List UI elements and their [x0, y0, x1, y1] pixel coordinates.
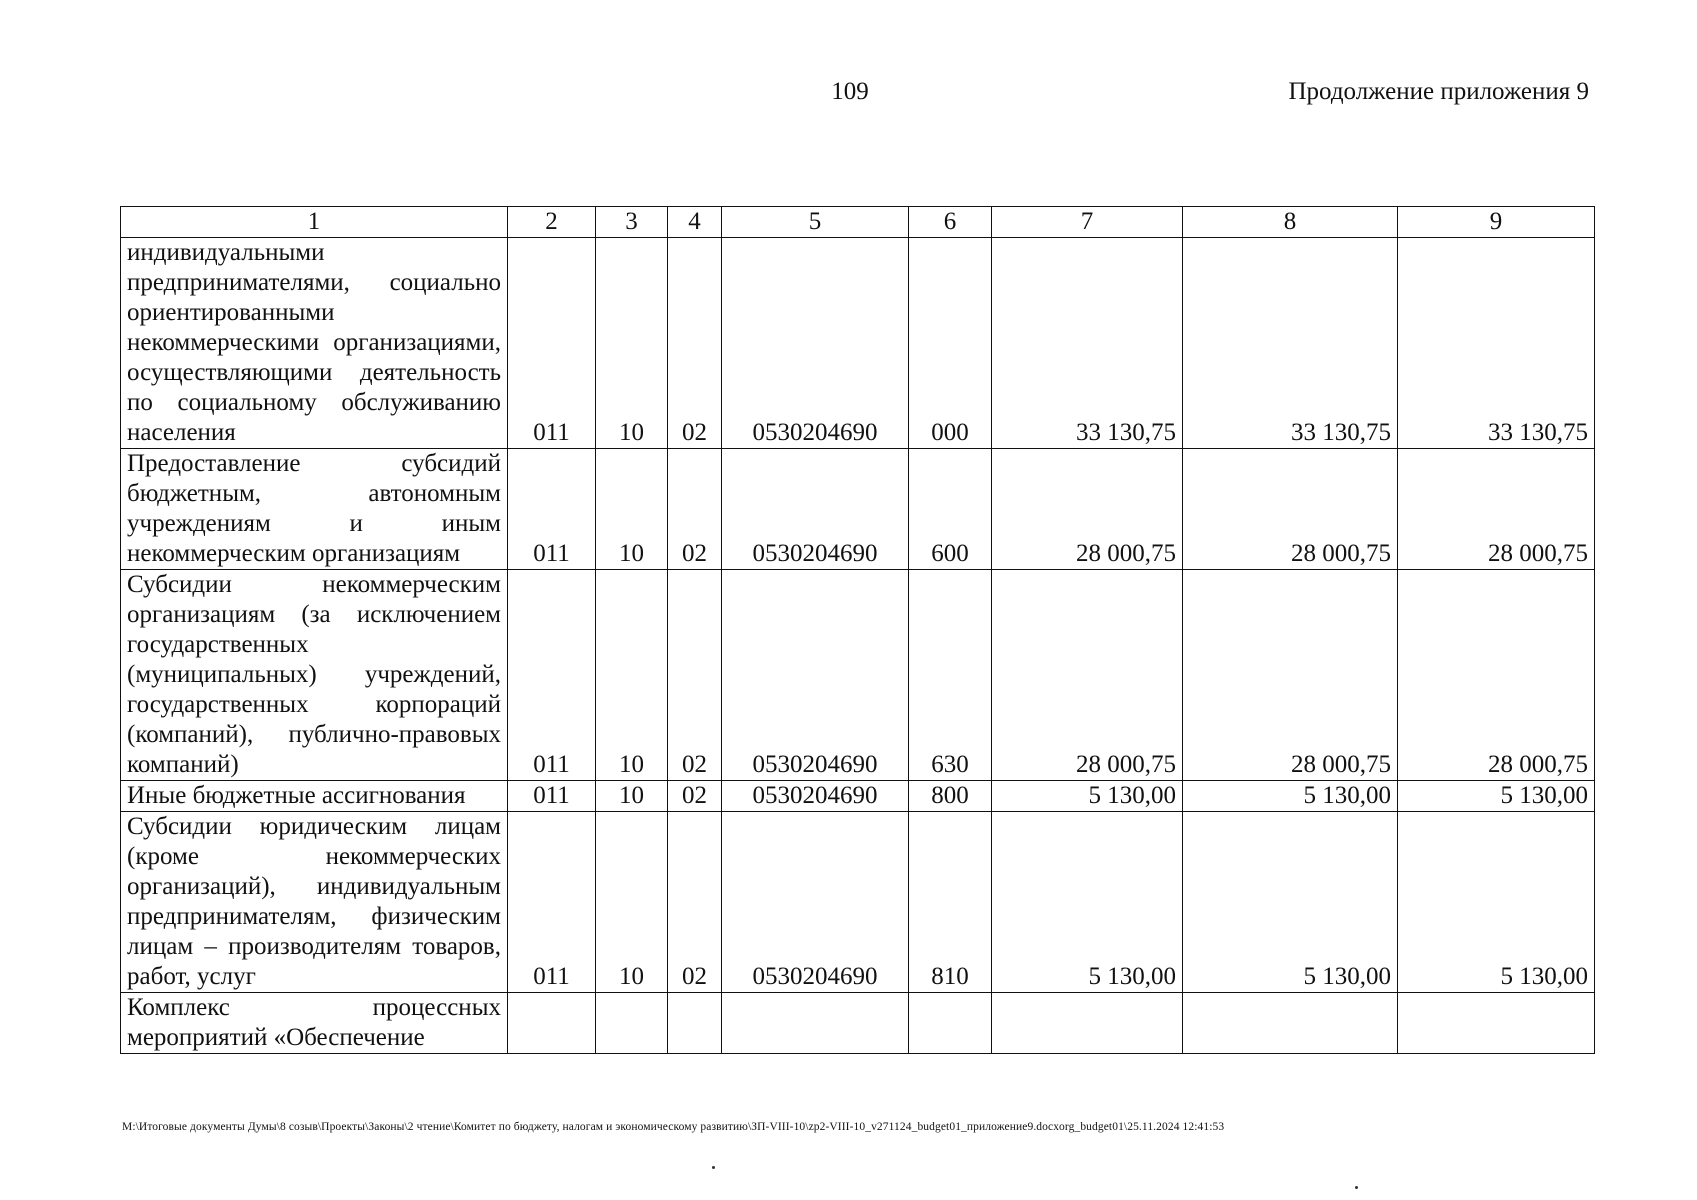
- cell-ministry-code: 011: [508, 238, 596, 449]
- cell-subsection: 02: [668, 449, 722, 570]
- cell-amount-8: [1183, 993, 1398, 1054]
- cell-amount-7: 28 000,75: [992, 449, 1183, 570]
- column-header-2: 2: [508, 207, 596, 238]
- cell-subsection: 02: [668, 812, 722, 993]
- cell-target-article: 0530204690: [722, 449, 909, 570]
- row-description: Комплекс процессных мероприятий «Обеспечение: [121, 993, 508, 1054]
- cell-amount-7: 5 130,00: [992, 781, 1183, 812]
- cell-section: 10: [596, 570, 668, 781]
- cell-expense-type: 630: [909, 570, 992, 781]
- cell-amount-8: 5 130,00: [1183, 812, 1398, 993]
- budget-table: [120, 206, 1595, 1054]
- scan-speck: [712, 1166, 715, 1169]
- cell-target-article: 0530204690: [722, 570, 909, 781]
- row-description: Субсидии юридическим лицам (кроме некоммерческих организаций), индивидуальным предпринимателям, физическим лицам – производителям товаров, работ, услуг: [121, 812, 508, 993]
- cell-ministry-code: [508, 993, 596, 1054]
- cell-target-article: [722, 993, 909, 1054]
- column-header-3: 3: [596, 207, 668, 238]
- column-header-6: 6: [909, 207, 992, 238]
- column-header-5: 5: [722, 207, 909, 238]
- cell-ministry-code: 011: [508, 570, 596, 781]
- cell-amount-8: 5 130,00: [1183, 781, 1398, 812]
- cell-section: 10: [596, 812, 668, 993]
- cell-amount-7: 5 130,00: [992, 812, 1183, 993]
- column-header-4: 4: [668, 207, 722, 238]
- cell-amount-9: 5 130,00: [1398, 812, 1595, 993]
- cell-ministry-code: 011: [508, 449, 596, 570]
- appendix-continuation-label: Продолжение приложения 9: [1288, 78, 1589, 105]
- scan-speck: [1355, 1186, 1358, 1189]
- column-header-9: 9: [1398, 207, 1595, 238]
- cell-section: [596, 993, 668, 1054]
- cell-target-article: 0530204690: [722, 812, 909, 993]
- cell-amount-7: 33 130,75: [992, 238, 1183, 449]
- cell-expense-type: 800: [909, 781, 992, 812]
- table-row: [121, 238, 1595, 449]
- cell-expense-type: 000: [909, 238, 992, 449]
- page-number: 109: [831, 78, 869, 105]
- column-header-1: 1: [121, 207, 508, 238]
- cell-amount-7: [992, 993, 1183, 1054]
- cell-section: 10: [596, 238, 668, 449]
- cell-subsection: 02: [668, 238, 722, 449]
- cell-expense-type: 810: [909, 812, 992, 993]
- table-header-row: [121, 207, 1595, 238]
- cell-amount-9: 5 130,00: [1398, 781, 1595, 812]
- table-row: [121, 449, 1595, 570]
- cell-ministry-code: 011: [508, 781, 596, 812]
- row-description: Предоставление субсидий бюджетным, автономным учреждениям и иным некоммерческим организациям: [121, 449, 508, 570]
- cell-subsection: 02: [668, 781, 722, 812]
- column-header-7: 7: [992, 207, 1183, 238]
- cell-amount-8: 28 000,75: [1183, 570, 1398, 781]
- row-description: индивидуальными предпринимателями, социально ориентированными некоммерческими организациями, осуществляющими деятельность по социальному обслуживанию населения: [121, 238, 508, 449]
- cell-amount-9: [1398, 993, 1595, 1054]
- row-description: Субсидии некоммерческим организациям (за исключением государственных (муниципальных) учреждений, государственных корпораций (компаний), публично-правовых компаний): [121, 570, 508, 781]
- cell-ministry-code: 011: [508, 812, 596, 993]
- cell-amount-8: 33 130,75: [1183, 238, 1398, 449]
- table-row: [121, 781, 1595, 812]
- row-description: Иные бюджетные ассигнования: [121, 781, 508, 812]
- cell-amount-7: 28 000,75: [992, 570, 1183, 781]
- cell-expense-type: [909, 993, 992, 1054]
- cell-target-article: 0530204690: [722, 781, 909, 812]
- table-row: [121, 812, 1595, 993]
- table-row: [121, 570, 1595, 781]
- cell-amount-9: 33 130,75: [1398, 238, 1595, 449]
- table-row: [121, 993, 1595, 1054]
- cell-amount-8: 28 000,75: [1183, 449, 1398, 570]
- cell-amount-9: 28 000,75: [1398, 449, 1595, 570]
- column-header-8: 8: [1183, 207, 1398, 238]
- cell-section: 10: [596, 449, 668, 570]
- cell-subsection: [668, 993, 722, 1054]
- cell-subsection: 02: [668, 570, 722, 781]
- cell-target-article: 0530204690: [722, 238, 909, 449]
- file-path-footer: M:\Итоговые документы Думы\8 созыв\Проекты\Законы\2 чтение\Комитет по бюджету, налогам и экономическому развитию\ЗП-VIII-10\zp2-VIII-10_v271124_budget01_приложение9.docxorg_budget01\25.11.2024 12:41:53: [122, 1121, 1225, 1133]
- cell-amount-9: 28 000,75: [1398, 570, 1595, 781]
- cell-section: 10: [596, 781, 668, 812]
- cell-expense-type: 600: [909, 449, 992, 570]
